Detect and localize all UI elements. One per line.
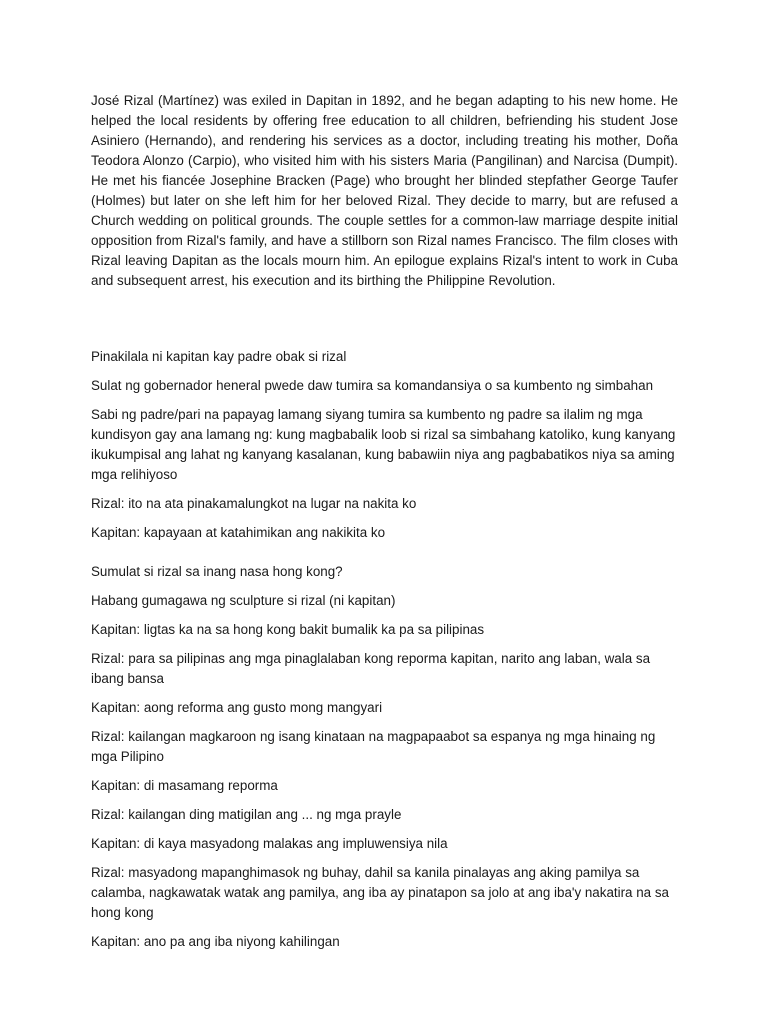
scene2-line-8: Rizal: kailangan ding matigilan ang ... ng mga prayle [91,807,402,822]
scene2-line-7: Kapitan: di masamang reporma [91,778,278,793]
scene2-line-9: Kapitan: di kaya masyadong malakas ang impluwensiya nila [91,836,448,851]
scene1-line-1: Pinakilala ni kapitan kay padre obak si rizal [91,349,347,364]
scene1-line-4: Rizal: ito na ata pinakamalungkot na lugar na nakita ko [91,496,417,511]
scene1-line-2: Sulat ng gobernador heneral pwede daw tumira sa komandansiya o sa kumbento ng simbahan [91,378,654,393]
scene2-line-1: Sumulat si rizal sa inang nasa hong kong? [91,564,343,579]
scene1-line-5: Kapitan: kapayaan at katahimikan ang nakikita ko [91,525,386,540]
scene2-line-11: Kapitan: ano pa ang iba niyong kahilingan [91,934,340,949]
dialogue-scene-2 [91,562,681,961]
scene2-line-4: Rizal: para sa pilipinas ang mga pinaglalaban kong reporma kapitan, narito ang laban, wala sa ibang bansa [91,651,651,686]
scene2-line-5: Kapitan: aong reforma ang gusto mong mangyari [91,700,383,715]
scene1-line-3: Sabi ng padre/pari na papayag lamang siyang tumira sa kumbento ng padre sa ilalim ng mga kundisyon gay ana lamang ng: kung magbabalik loob si rizal sa simbahang katoliko, kung kanyang ikukumpisal ang lahat ng kanyang kasalanan, kung babawiin niya ang pagbabatikos niya sa aming mga relihiyoso [91,407,676,482]
scene2-line-10: Rizal: masyadong mapanghimasok ng buhay, dahil sa kanila pinalayas ang aking pamilya sa calamba, nagkawatak watak ang pamilya, ang iba ay pinatapon sa jolo at ang iba'y nakatira na sa hong kong [91,865,669,920]
scene2-line-6: Rizal: kailangan magkaroon ng isang kinataan na magpapaabot sa espanya ng mga hinaing ng mga Pilipino [91,729,656,764]
scene2-line-3: Kapitan: ligtas ka na sa hong kong bakit bumalik ka pa sa pilipinas [91,622,485,637]
dialogue-scene-1 [91,347,681,552]
scene2-line-2: Habang gumagawa ng sculpture si rizal (ni kapitan) [91,593,396,608]
film-summary-paragraph: José Rizal (Martínez) was exiled in Dapitan in 1892, and he began adapting to his new home. He helped the local residents by offering free education to all children, befriending his student Jose Asiniero (Hernando), and rendering his services as a doctor, including treating his mother, Doña Teodora Alonzo (Carpio), who visited him with his sisters Maria (Pangilinan) and Narcisa (Dumpit). He met his fiancée Josephine Bracken (Page) who brought her blinded stepfather George Taufer (Holmes) but later on she left him for her beloved Rizal. They decide to marry, but are refused a Church wedding on political grounds. The couple settles for a common-law marriage despite initial opposition from Rizal's family, and have a stillborn son Rizal names Francisco. The film closes with Rizal leaving Dapitan as the locals mourn him. An epilogue explains Rizal's intent to work in Cuba and subsequent arrest, his execution and its birthing the Philippine Revolution. [91,93,678,288]
